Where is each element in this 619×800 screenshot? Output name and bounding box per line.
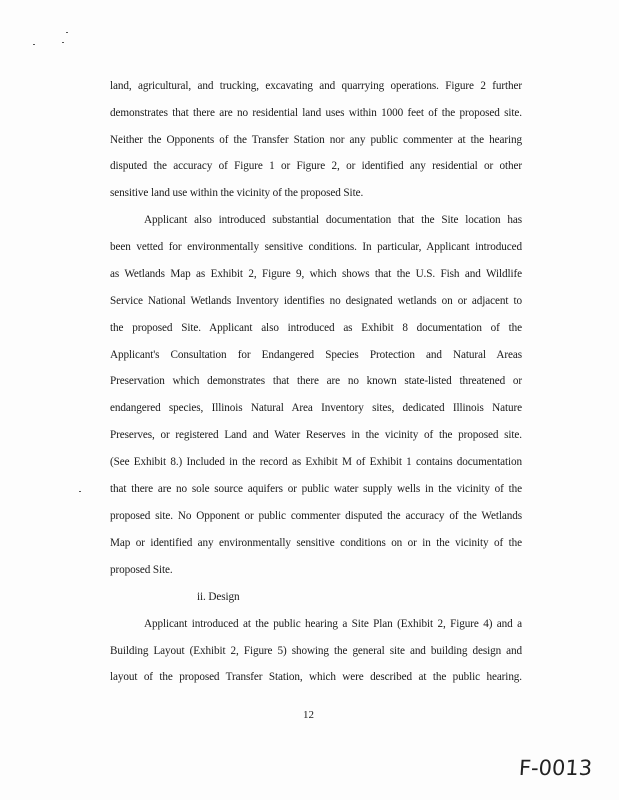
text-line: land, agricultural, and trucking, excavating and quarrying operations. Figure 2 further [110,80,522,92]
text-line: layout of the proposed Transfer Station, which were described at the public hearing. [110,671,522,683]
text-line: Building Layout (Exhibit 2, Figure 5) showing the general site and building design and [110,645,522,657]
text-line: demonstrates that there are no residential land uses within 1000 feet of the proposed site. [110,107,522,119]
text-line: sensitive land use within the vicinity of the proposed Site. [110,187,364,199]
scan-speck [33,44,35,45]
text-line: as Wetlands Map as Exhibit 2, Figure 9, which shows that the U.S. Fish and Wildlife [110,268,522,280]
paragraph-start-line: Applicant also introduced substantial documentation that the Site location has [144,214,522,226]
text-line: (See Exhibit 8.) Included in the record as Exhibit M of Exhibit 1 contains documentation [110,456,522,468]
text-line: proposed Site. [110,564,173,576]
text-line: Service National Wetlands Inventory identifies no designated wetlands on or adjacent to [110,295,522,307]
text-line: that there are no sole source aquifers or public water supply wells in the vicinity of the [110,483,522,495]
section-heading-design: ii. Design [197,591,240,603]
text-line: Applicant's Consultation for Endangered Species Protection and Natural Areas [110,349,522,361]
text-line: proposed site. No Opponent or public commenter disputed the accuracy of the Wetlands [110,510,522,522]
text-line: Preservation which demonstrates that there are no known state-listed threatened or [110,375,522,387]
text-line: Neither the Opponents of the Transfer Station nor any public commenter at the hearing [110,134,522,146]
text-line: been vetted for environmentally sensitive conditions. In particular, Applicant introduced [110,241,522,253]
handwritten-document-id: F-0013 [518,756,593,780]
scan-speck [79,491,81,492]
scan-speck [62,42,64,43]
text-line: disputed the accuracy of Figure 1 or Figure 2, or identified any residential or other [110,160,522,172]
text-line: Preserves, or registered Land and Water Reserves in the vicinity of the proposed site. [110,429,522,441]
paragraph-start-line: Applicant introduced at the public hearing a Site Plan (Exhibit 2, Figure 4) and a [144,618,522,630]
text-line: the proposed Site. Applicant also introduced as Exhibit 8 documentation of the [110,322,522,334]
text-line: endangered species, Illinois Natural Area Inventory sites, dedicated Illinois Nature [110,402,522,414]
text-line: Map or identified any environmentally sensitive conditions on or in the vicinity of the [110,537,522,549]
page-number: 12 [303,709,314,721]
scan-speck [66,32,68,33]
